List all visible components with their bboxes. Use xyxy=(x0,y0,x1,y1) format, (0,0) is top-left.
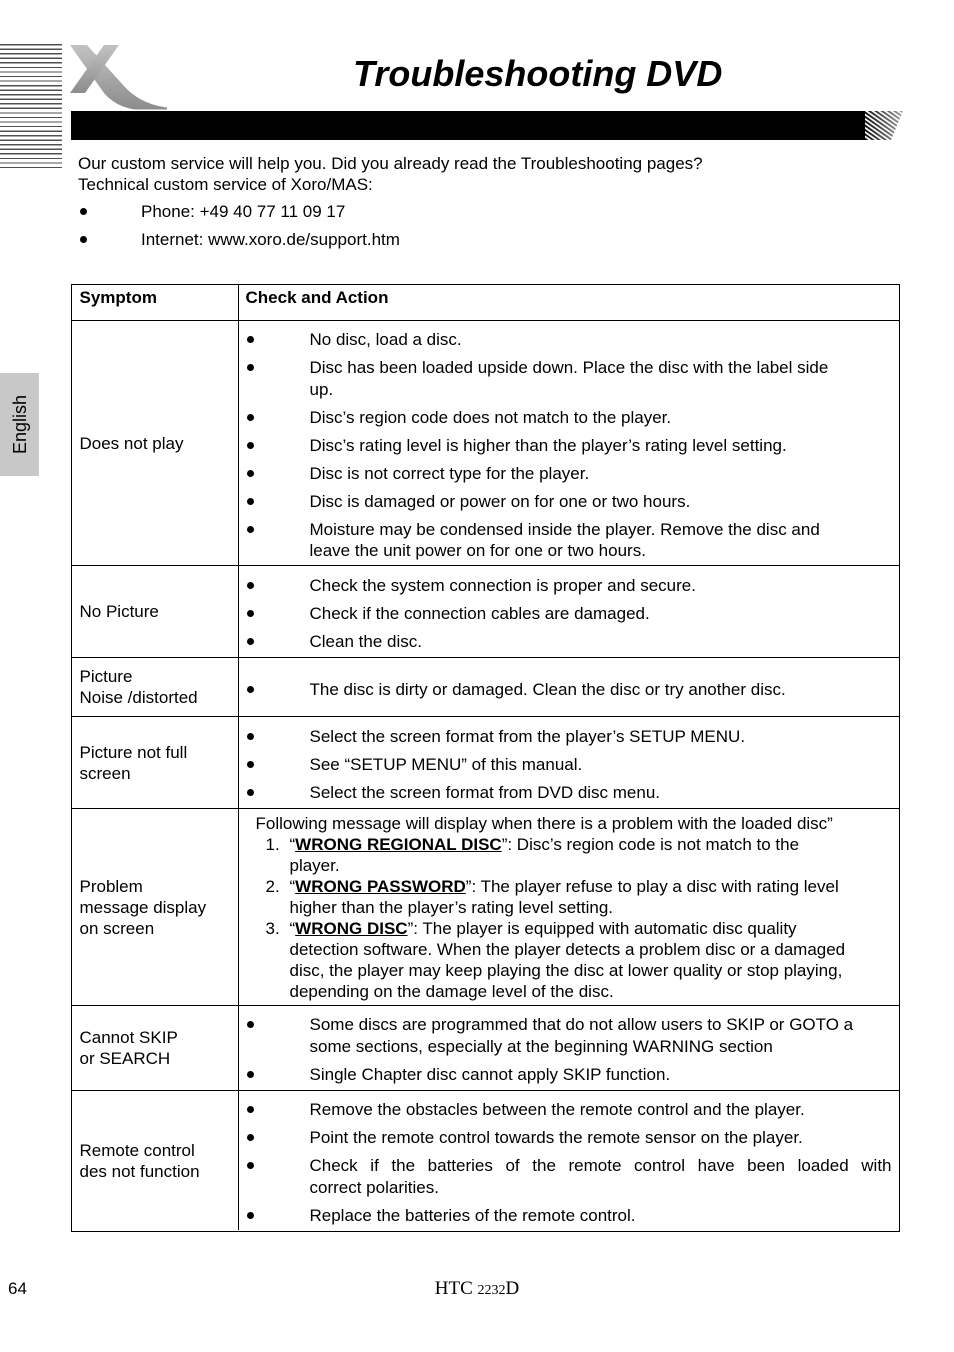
action-cell xyxy=(239,717,899,808)
action-item xyxy=(239,575,899,597)
bullet-icon xyxy=(247,1106,254,1113)
bullet-icon xyxy=(247,1134,254,1141)
bullet-icon xyxy=(80,236,87,243)
bullet-icon xyxy=(247,686,254,693)
action-text: Single Chapter disc cannot apply SKIP function. xyxy=(309,1064,671,1084)
open-quote: “ xyxy=(289,834,296,854)
action-item xyxy=(239,407,899,429)
action-cell xyxy=(239,1091,899,1230)
action-text: Disc has been loaded upside down. Place the disc with the label side xyxy=(309,358,829,377)
action-text: Clean the disc. xyxy=(309,632,422,651)
message-number: 3. xyxy=(265,918,280,938)
model-number: 2232 xyxy=(477,1283,506,1298)
action-item xyxy=(239,1155,899,1198)
symptom-cell xyxy=(72,809,239,1005)
action-text: leave the unit power on for one or two hours. xyxy=(309,541,646,560)
bullet-icon xyxy=(247,610,254,617)
symptom-cell xyxy=(72,1006,239,1090)
symptom-text: Picture xyxy=(79,667,133,686)
action-item xyxy=(239,631,899,653)
column-header-action xyxy=(239,285,899,320)
xoro-logo-icon xyxy=(66,42,170,112)
action-text: Remove the obstacles between the remote control and the player. xyxy=(309,1100,805,1120)
message-number: 2. xyxy=(265,876,280,896)
action-text: Select the screen format from DVD disc menu. xyxy=(309,783,661,802)
action-item xyxy=(239,754,899,776)
message-first-line xyxy=(290,876,900,897)
action-item xyxy=(239,782,899,804)
message-keyword: WRONG REGIONAL DISC xyxy=(295,834,502,854)
action-text: Disc’s region code does not match to the player. xyxy=(309,407,672,427)
intro-line: Technical custom service of Xoro/MAS: xyxy=(78,174,373,194)
action-cell xyxy=(239,566,899,657)
action-text: up. xyxy=(309,379,334,399)
action-item xyxy=(239,1127,899,1149)
action-text: Check if the batteries of the remote control have been loaded with xyxy=(309,1156,892,1176)
title-bar xyxy=(71,111,903,140)
bullet-icon xyxy=(247,336,254,343)
action-text: Select the screen format from the player’s SETUP MENU. xyxy=(309,727,746,746)
symptom-text: on screen xyxy=(79,918,155,938)
bullet-icon xyxy=(247,582,254,589)
bullet-icon xyxy=(247,526,254,533)
bullet-icon xyxy=(247,364,254,371)
language-tab-label: English xyxy=(9,394,30,455)
action-cell xyxy=(239,1006,899,1090)
table-row xyxy=(72,321,899,566)
bullet-icon xyxy=(247,1071,254,1078)
bullet-icon xyxy=(247,1212,254,1219)
action-text: Disc is damaged or power on for one or two hours. xyxy=(309,491,691,511)
bullet-icon xyxy=(247,789,254,796)
contact-text: Internet: www.xoro.de/support.htm xyxy=(141,229,400,249)
symptom-text: des not function xyxy=(79,1161,200,1181)
language-tab xyxy=(0,373,39,476)
bullet-icon xyxy=(247,638,254,645)
model-suffix: D xyxy=(505,1278,520,1299)
bullet-icon xyxy=(247,442,254,449)
bullet-icon xyxy=(80,208,87,215)
message-first-line xyxy=(290,834,900,855)
message-item xyxy=(239,876,899,918)
action-text: No disc, load a disc. xyxy=(309,330,462,349)
message-text: ”: The player is equipped with automatic disc quality xyxy=(407,918,797,938)
contact-list xyxy=(78,201,878,250)
action-text: Some discs are programmed that do not allow users to SKIP or GOTO a xyxy=(309,1015,854,1034)
message-text: detection software. When the player detects a problem disc or a damaged xyxy=(289,939,846,959)
message-text: player. xyxy=(289,855,340,875)
message-first-line xyxy=(290,918,900,939)
table-row xyxy=(72,1006,899,1091)
symptom-text: or SEARCH xyxy=(79,1049,171,1068)
action-text: Disc is not correct type for the player. xyxy=(309,463,590,483)
symptom-cell xyxy=(72,717,239,808)
page-title: Troubleshooting DVD xyxy=(353,53,723,94)
bullet-icon xyxy=(247,1162,254,1169)
model-label xyxy=(0,1277,954,1303)
bullet-icon xyxy=(247,733,254,740)
action-item xyxy=(239,329,899,351)
column-header-symptom xyxy=(72,285,239,320)
message-text: depending on the damage level of the disc. xyxy=(289,981,614,1001)
action-item xyxy=(239,1064,899,1086)
contact-item-internet xyxy=(78,229,878,250)
action-text: Disc’s rating level is higher than the player’s rating level setting. xyxy=(309,435,787,455)
message-keyword: WRONG DISC xyxy=(295,918,408,938)
bullet-icon xyxy=(247,470,254,477)
bullet-icon xyxy=(247,1021,254,1028)
column-header-symptom-label: Symptom xyxy=(79,288,157,307)
model-prefix: HTC xyxy=(434,1278,478,1299)
action-item xyxy=(239,1205,899,1227)
table-row xyxy=(72,1091,899,1230)
troubleshooting-table xyxy=(71,284,900,1232)
table-row xyxy=(72,717,899,809)
symptom-text: Problem xyxy=(79,876,143,896)
action-item xyxy=(239,357,899,400)
symptom-text: Remote control xyxy=(79,1140,195,1160)
action-item xyxy=(239,1099,899,1121)
symptom-cell xyxy=(72,658,239,716)
action-item xyxy=(239,1014,899,1057)
action-text: Check if the connection cables are damaged. xyxy=(309,604,650,623)
bullet-icon xyxy=(247,414,254,421)
table-row xyxy=(72,658,899,717)
table-row xyxy=(72,566,899,658)
symptom-cell xyxy=(72,566,239,657)
symptom-text: screen xyxy=(79,763,131,783)
action-text: See “SETUP MENU” of this manual. xyxy=(309,755,583,774)
message-item xyxy=(239,918,899,1002)
table-header-row xyxy=(72,285,899,321)
symptom-text: Picture not full xyxy=(79,742,188,762)
action-cell xyxy=(239,658,899,716)
action-cell xyxy=(239,321,899,565)
message-intro: Following message will display when there is a problem with the loaded disc” xyxy=(255,813,833,833)
message-item xyxy=(239,834,899,876)
symptom-cell xyxy=(72,1091,239,1230)
message-text: higher than the player’s rating level setting. xyxy=(289,897,614,917)
symptom-text: No Picture xyxy=(79,602,159,621)
action-item xyxy=(239,463,899,485)
symptom-text: Cannot SKIP xyxy=(79,1028,178,1047)
action-text: Check the system connection is proper and secure. xyxy=(309,576,696,595)
symptom-text: message display xyxy=(79,897,207,917)
action-text: Replace the batteries of the remote control. xyxy=(309,1205,636,1225)
action-item xyxy=(239,519,899,562)
action-item xyxy=(239,603,899,625)
intro-line: Our custom service will help you. Did you already read the Troubleshooting pages? xyxy=(78,153,703,173)
table-row xyxy=(72,809,899,1006)
action-item xyxy=(239,491,899,513)
action-text: correct polarities. xyxy=(309,1177,439,1197)
contact-text: Phone: +49 40 77 11 09 17 xyxy=(141,201,346,221)
intro-section xyxy=(78,153,878,250)
title-bar-hatch xyxy=(864,111,903,140)
action-text: Moisture may be condensed inside the player. Remove the disc and xyxy=(309,519,820,539)
message-keyword: WRONG PASSWORD xyxy=(295,876,466,896)
contact-item-phone xyxy=(78,201,878,222)
action-item xyxy=(239,726,899,748)
column-header-action-label: Check and Action xyxy=(245,288,389,307)
title-bar-fill xyxy=(71,111,865,140)
bullet-icon xyxy=(247,498,254,505)
action-text: Point the remote control towards the remote sensor on the player. xyxy=(309,1128,803,1148)
message-number: 1. xyxy=(265,834,280,854)
page-number: 64 xyxy=(8,1279,27,1298)
action-item xyxy=(239,435,899,457)
open-quote: “ xyxy=(289,918,296,938)
message-text: ”: The player refuse to play a disc with rating level xyxy=(465,876,839,896)
symptom-text: Does not play xyxy=(79,433,184,453)
symptom-text: Noise /distorted xyxy=(79,688,198,707)
action-cell xyxy=(239,809,899,1005)
open-quote: “ xyxy=(289,876,296,896)
header-stripes xyxy=(0,44,62,171)
message-text: ”: Disc’s region code is not match to the xyxy=(501,834,800,854)
bullet-icon xyxy=(247,761,254,768)
symptom-cell xyxy=(72,321,239,565)
action-text: The disc is dirty or damaged. Clean the disc or try another disc. xyxy=(309,679,786,699)
action-item xyxy=(239,679,899,701)
message-text: disc, the player may keep playing the disc at lower quality or stop playing, xyxy=(289,960,843,980)
action-text: some sections, especially at the beginning WARNING section xyxy=(309,1036,773,1056)
